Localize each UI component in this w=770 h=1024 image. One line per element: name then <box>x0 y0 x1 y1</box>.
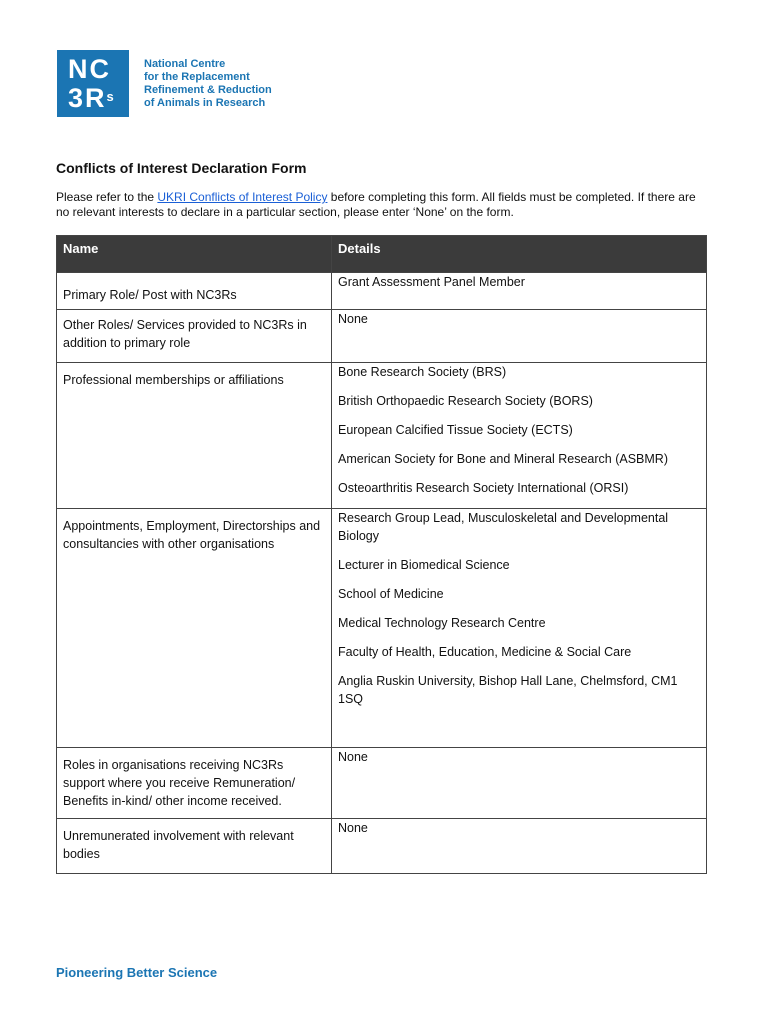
page-title: Conflicts of Interest Declaration Form <box>56 160 307 176</box>
logo-text-line: National Centre <box>144 58 226 70</box>
detail-entry: None <box>338 821 368 835</box>
logo-text-line: for the Replacement <box>144 71 250 83</box>
row-name: Other Roles/ Services provided to NC3Rs in addition to primary role <box>57 310 332 363</box>
detail-entry: Faculty of Health, Education, Medicine & Social Care <box>338 645 632 659</box>
detail-entry: Research Group Lead, Musculoskeletal and Developmental Biology <box>338 511 669 543</box>
logo-text <box>144 58 272 110</box>
row-name: Unremunerated involvement with relevant bodies <box>57 819 332 874</box>
detail-entry: Grant Assessment Panel Member <box>338 275 525 289</box>
detail-entry: Medical Technology Research Centre <box>338 616 546 630</box>
declaration-table <box>56 235 707 874</box>
footer-tagline: Pioneering Better Science <box>56 965 218 980</box>
detail-entry: Anglia Ruskin University, Bishop Hall Lane, Chelmsford, CM1 1SQ <box>338 674 678 706</box>
detail-entry: School of Medicine <box>338 587 444 601</box>
row-name: Primary Role/ Post with NC3Rs <box>57 273 332 310</box>
table-row <box>57 509 707 748</box>
logo-mark-line2: 3R <box>68 83 107 113</box>
detail-entry: British Orthopaedic Research Society (BORS) <box>338 394 593 408</box>
row-details <box>332 273 707 310</box>
table-row <box>57 363 707 509</box>
table-row <box>57 748 707 819</box>
logo-mark-sup: s <box>106 89 116 104</box>
row-details <box>332 819 707 874</box>
logo-mark-line1: NC <box>68 54 111 84</box>
intro-before: Please refer to the <box>56 190 158 204</box>
detail-entry: Osteoarthritis Research Society International (ORSI) <box>338 481 629 495</box>
row-details <box>332 310 707 363</box>
detail-entry: American Society for Bone and Mineral Research (ASBMR) <box>338 452 668 466</box>
detail-entry: None <box>338 312 368 326</box>
row-name: Roles in organisations receiving NC3Rs support where you receive Remuneration/ Benefits in-kind/ other income received. <box>57 748 332 819</box>
logo-text-line: Refinement & Reduction <box>144 84 272 96</box>
detail-entry: Lecturer in Biomedical Science <box>338 558 510 572</box>
nc3rs-logo <box>57 50 129 117</box>
row-details <box>332 509 707 748</box>
header-name: Name <box>57 236 332 273</box>
header-details: Details <box>332 236 707 273</box>
intro-after: before completing this form. All fields must be completed. If there are no relevant interests to declare in a particular section, please enter ‘None’ on the form. <box>56 190 696 219</box>
table-row <box>57 310 707 363</box>
table-row <box>57 273 707 310</box>
detail-entry: European Calcified Tissue Society (ECTS) <box>338 423 573 437</box>
logo-text-line: of Animals in Research <box>144 97 266 109</box>
row-name: Professional memberships or affiliations <box>57 363 332 509</box>
row-details <box>332 748 707 819</box>
policy-link[interactable]: UKRI Conflicts of Interest Policy <box>157 190 328 204</box>
detail-entry: Bone Research Society (BRS) <box>338 365 507 379</box>
table-row <box>57 819 707 874</box>
detail-entry: None <box>338 750 368 764</box>
row-details <box>332 363 707 509</box>
intro-text <box>56 190 706 220</box>
row-name: Appointments, Employment, Directorships and consultancies with other organisations <box>57 509 332 748</box>
